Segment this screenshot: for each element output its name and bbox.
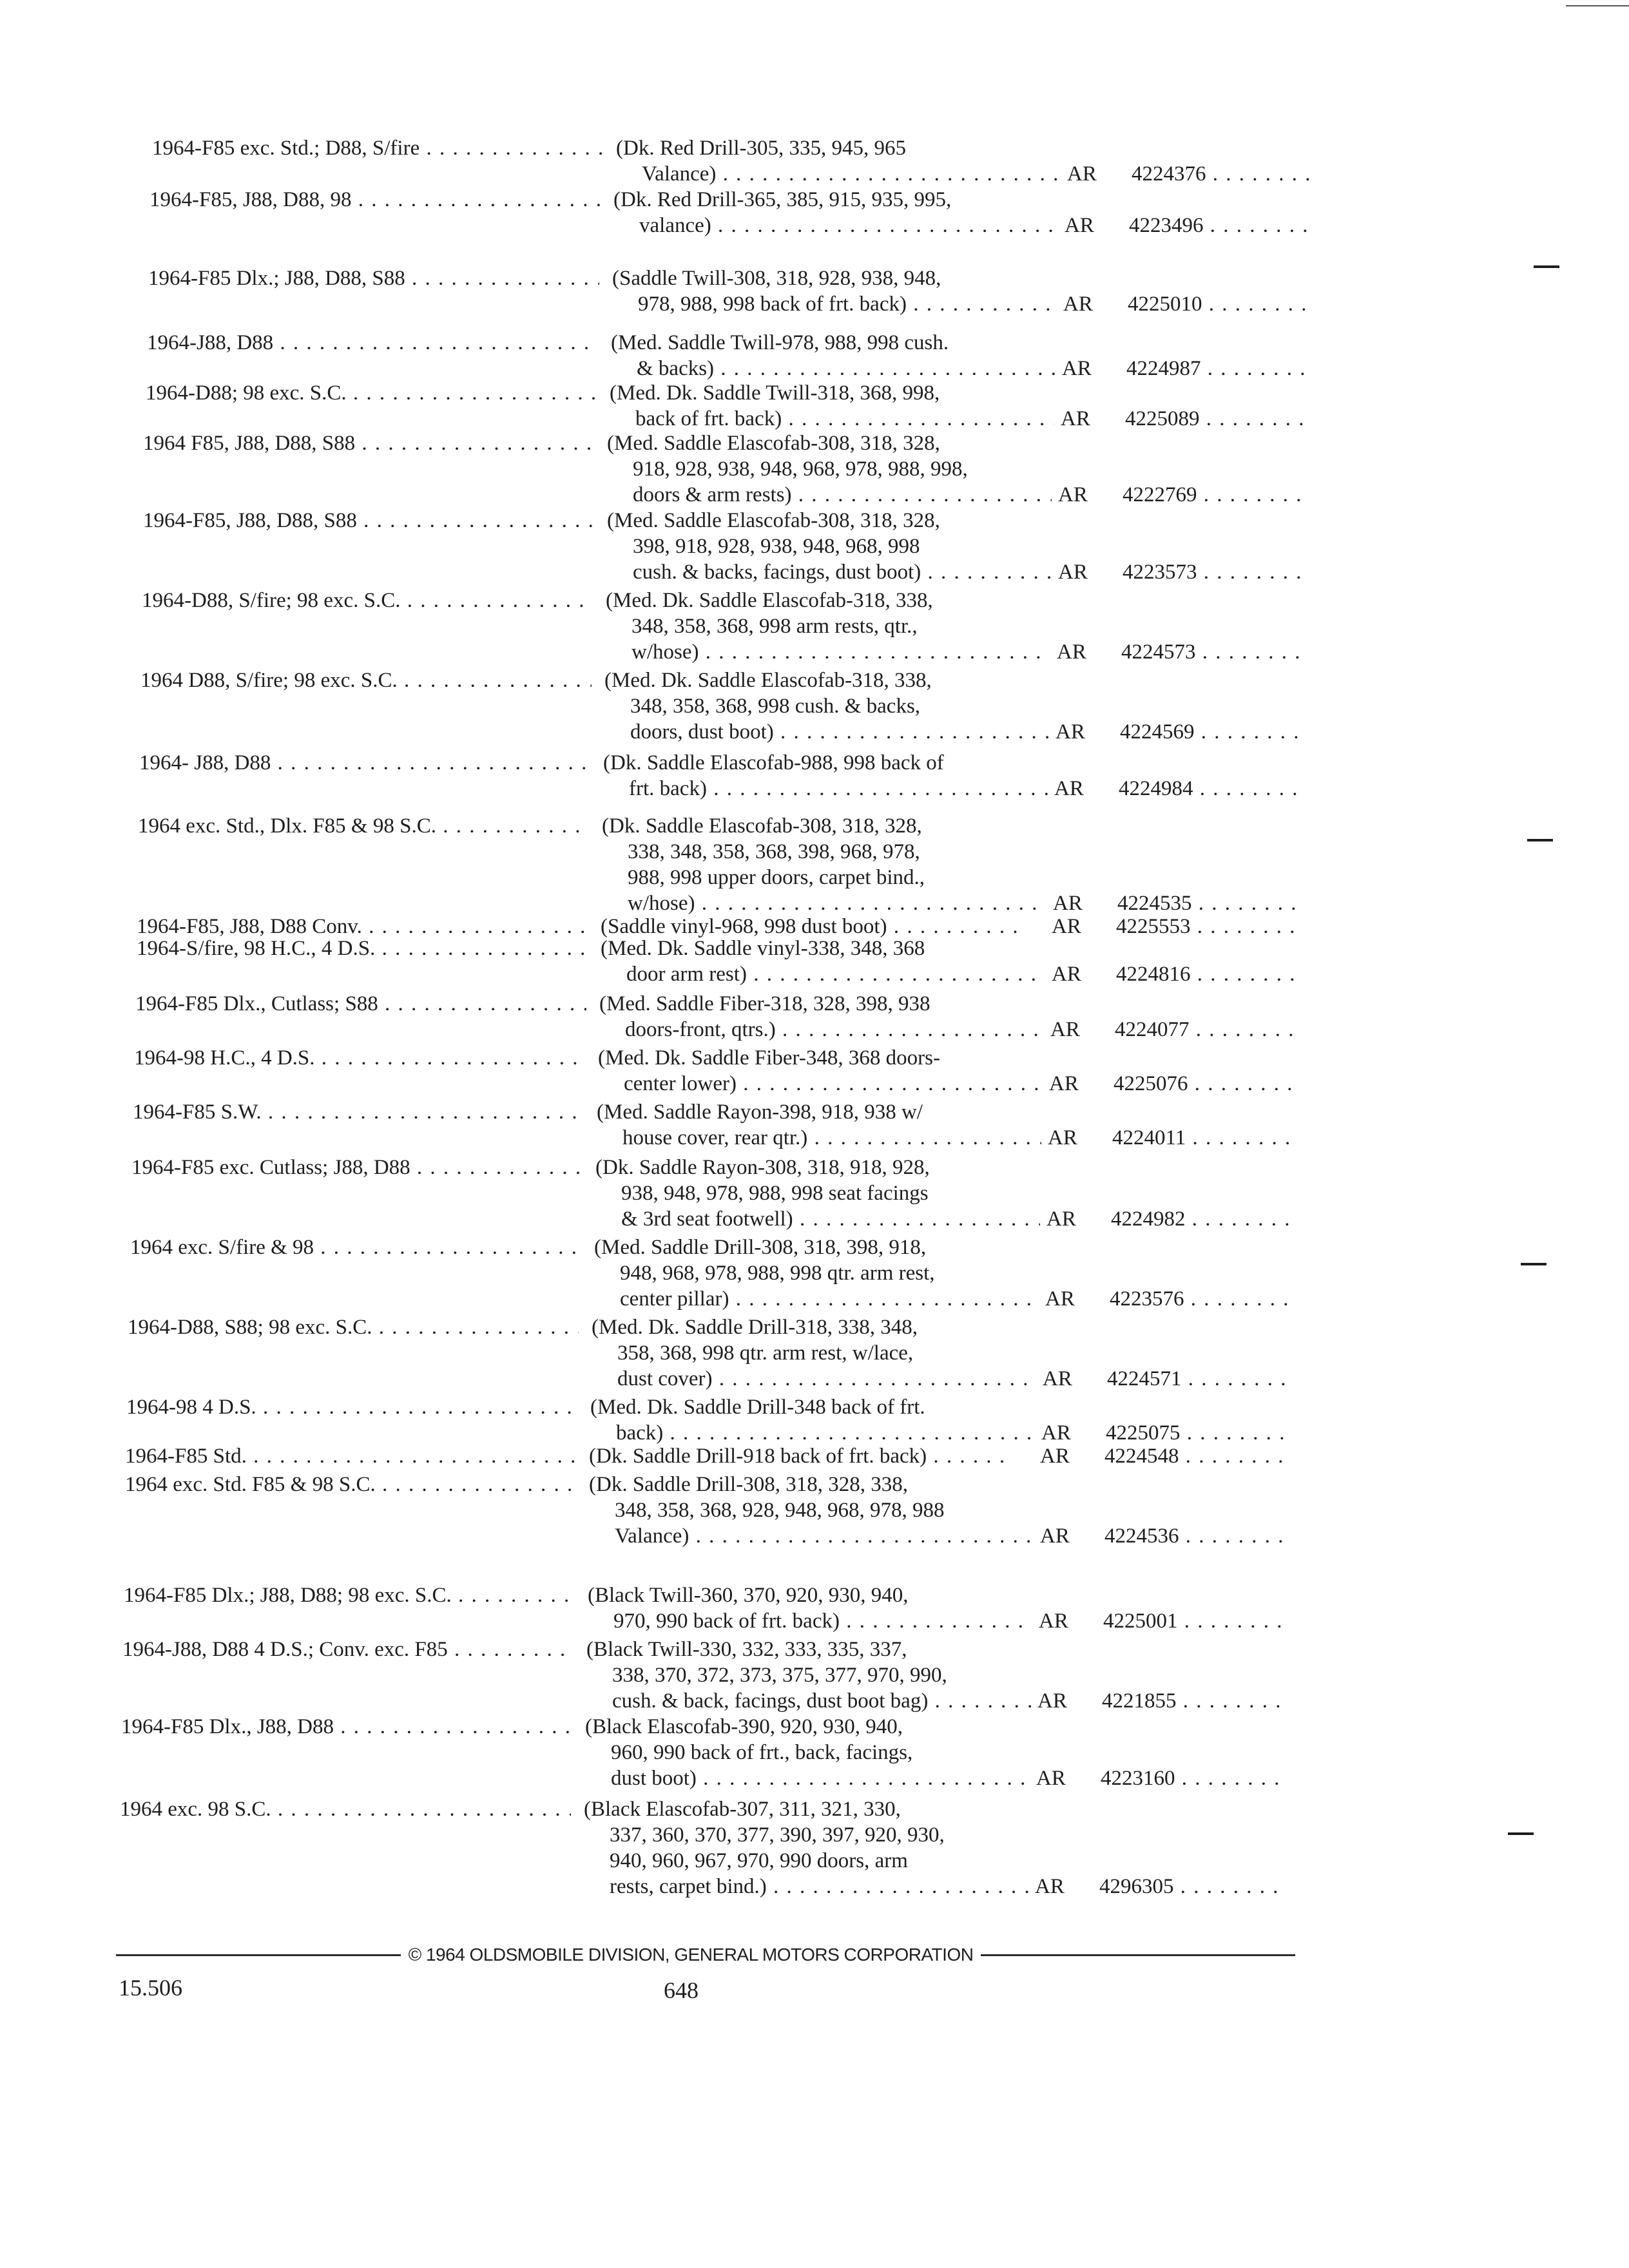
- description: [607, 430, 1052, 508]
- part-number: 4224573 . . .: [1121, 639, 1302, 665]
- applicability-text: 1964-F85 Dlx., Cutlass; S88 . . .: [135, 992, 586, 1015]
- quantity-code: AR: [1041, 1421, 1071, 1445]
- quantity-code: AR: [1036, 1767, 1066, 1790]
- description-line: (Med. Saddle Twill-978, 988, 998 cush.: [611, 331, 949, 354]
- description-line: 348, 358, 368, 998 cush. & backs,: [630, 695, 921, 718]
- description-line: center pillar) . . .: [594, 1286, 1039, 1312]
- description-line: (Med. Dk. Saddle Twill-318, 368, 998,: [610, 381, 940, 405]
- description-line: & 3rd seat footwell) . . .: [595, 1206, 1040, 1232]
- applicability-text: 1964-F85, J88, D88 Conv. . . .: [137, 915, 588, 938]
- applicability: [142, 588, 593, 613]
- applicability: [121, 1714, 572, 1740]
- applicability: [124, 1582, 575, 1608]
- description: [597, 1099, 1041, 1151]
- description-line: (Black Twill-360, 370, 920, 930, 940,: [588, 1584, 909, 1607]
- applicability-text: 1964 D88, S/fire; 98 exc. S.C. . . .: [140, 669, 592, 692]
- description-line: 348, 358, 368, 998 arm rests, qtr.,: [631, 615, 918, 638]
- description: [589, 1443, 1034, 1469]
- quantity-code: AR: [1063, 293, 1093, 316]
- applicability-text: 1964 exc. Std. F85 & 98 S.C. . . .: [125, 1473, 576, 1496]
- applicability-text: 1964-D88; 98 exc. S.C. . . .: [146, 381, 597, 405]
- description-line: Valance) . . .: [589, 1523, 1034, 1549]
- description-line: 940, 960, 967, 970, 990 doors, arm: [610, 1849, 908, 1872]
- applicability: [146, 380, 597, 406]
- description-line: center lower) . . .: [598, 1071, 1043, 1097]
- description: [585, 1714, 1030, 1791]
- quantity-code: AR: [1039, 1610, 1068, 1633]
- quantity-code: AR: [1052, 915, 1081, 938]
- description-line: frt. back) . . .: [603, 776, 1048, 802]
- description-line: 338, 370, 372, 373, 375, 377, 970, 990,: [612, 1664, 947, 1687]
- description-line: doors-front, qtrs.) . . .: [599, 1017, 1044, 1043]
- part-number: 4223573 . . .: [1123, 559, 1303, 585]
- description: [610, 380, 1054, 432]
- applicability: [143, 430, 594, 456]
- quantity-code: AR: [1048, 1126, 1077, 1149]
- applicability: [147, 330, 598, 356]
- part-number: 4224376 . . .: [1132, 161, 1312, 187]
- description-line: cush. & back, facings, dust boot bag) . . .: [586, 1688, 1031, 1714]
- applicability-text: 1964-J88, D88 4 D.S.; Conv. exc. F85 . . .: [122, 1638, 574, 1661]
- quantity-code: AR: [1065, 214, 1094, 237]
- description-line: dust boot) . . .: [585, 1765, 1030, 1791]
- description-line: valance) . . .: [613, 213, 1058, 238]
- applicability-text: 1964-98 H.C., 4 D.S. . . .: [134, 1046, 585, 1070]
- description-line: (Black Elascofab-390, 920, 930, 940,: [585, 1715, 903, 1738]
- part-number: 4224011 . . .: [1112, 1125, 1293, 1151]
- description-line: 918, 928, 938, 948, 968, 978, 988, 998,: [633, 457, 968, 481]
- part-number: 4224571 . . .: [1107, 1366, 1287, 1392]
- part-number: 4225553 . . .: [1116, 914, 1296, 939]
- page-number: 648: [664, 1977, 699, 2003]
- applicability: [128, 1314, 579, 1340]
- section-number: 15.506: [119, 1975, 182, 2001]
- part-number: 4224536 . . .: [1104, 1523, 1285, 1549]
- description-line: doors, dust boot) . . .: [604, 719, 1049, 745]
- description-line: (Med. Saddle Fiber-318, 328, 398, 938: [599, 992, 930, 1015]
- description-line: w/hose) . . .: [606, 639, 1050, 665]
- applicability: [143, 508, 594, 533]
- edge-mark: [1521, 1263, 1547, 1265]
- description-line: cush. & backs, facings, dust boot) . . .: [607, 559, 1052, 585]
- applicability-text: 1964-F85, J88, D88, S88 . . .: [143, 509, 594, 532]
- description-line: 938, 948, 978, 988, 998 seat facings: [621, 1182, 929, 1205]
- part-number: 4224077 . . .: [1115, 1017, 1295, 1043]
- description: [586, 1637, 1031, 1714]
- part-number: 4222769 . . .: [1123, 482, 1303, 508]
- description: [611, 330, 1055, 381]
- quantity-code: AR: [1040, 1445, 1070, 1468]
- description-line: (Saddle Twill-308, 318, 928, 938, 948,: [612, 267, 941, 290]
- description-line: (Dk. Red Drill-305, 335, 945, 965: [616, 137, 907, 160]
- description-line: (Dk. Red Drill-365, 385, 915, 935, 995,: [613, 188, 952, 211]
- description-line: (Black Elascofab-307, 311, 321, 330,: [584, 1798, 901, 1821]
- description-line: (Med. Dk. Saddle Elascofab-318, 338,: [604, 669, 932, 692]
- quantity-code: AR: [1058, 483, 1088, 506]
- part-number: 4223496 . . .: [1129, 213, 1309, 238]
- applicability: [152, 135, 603, 161]
- part-number: 4296305 . . .: [1099, 1874, 1280, 1899]
- description-line: 970, 990 back of frt. back) . . .: [588, 1608, 1032, 1634]
- quantity-code: AR: [1057, 640, 1086, 664]
- description-line: back) . . .: [590, 1420, 1035, 1446]
- quantity-code: AR: [1043, 1367, 1072, 1390]
- applicability: [120, 1796, 571, 1822]
- description: [607, 508, 1052, 585]
- description-line: house cover, rear qtr.) . . .: [597, 1125, 1041, 1151]
- applicability: [134, 1045, 585, 1071]
- description: [616, 135, 1061, 187]
- description-line: back of frt. back) . . .: [610, 406, 1054, 432]
- description-line: 398, 918, 928, 938, 948, 968, 998: [633, 535, 920, 558]
- part-number: 4225076 . . .: [1113, 1071, 1294, 1097]
- description: [606, 588, 1050, 665]
- applicability: [137, 936, 588, 961]
- applicability-text: 1964-S/fire, 98 H.C., 4 D.S. . . .: [137, 937, 588, 960]
- part-number: 4224548 . . .: [1104, 1443, 1285, 1469]
- description-line: w/hose) . . .: [602, 890, 1046, 916]
- footer-rule-right: [967, 1954, 1295, 1956]
- applicability-text: 1964-F85 exc. Cutlass; J88, D88 . . .: [131, 1156, 583, 1179]
- edge-mark: [1527, 839, 1553, 841]
- applicability: [138, 813, 589, 839]
- description-line: (Med. Dk. Saddle Elascofab-318, 338,: [606, 589, 933, 612]
- description-line: (Med. Saddle Drill-308, 318, 398, 918,: [594, 1236, 927, 1259]
- quantity-code: AR: [1046, 1207, 1076, 1231]
- applicability: [140, 668, 592, 693]
- footer-rule-left: [116, 1954, 412, 1956]
- description: [598, 1045, 1043, 1097]
- description-line: (Med. Dk. Saddle vinyl-338, 348, 368: [601, 937, 925, 960]
- description-line: (Dk. Saddle Elascofab-308, 318, 328,: [602, 814, 922, 838]
- description: [603, 750, 1048, 802]
- description: [588, 1582, 1032, 1634]
- description-line: (Dk. Saddle Elascofab-988, 998 back of: [603, 751, 944, 774]
- part-number: 4224984 . . .: [1119, 776, 1299, 802]
- description-line: door arm rest) . . .: [601, 961, 1045, 987]
- part-number: 4223160 . . .: [1101, 1765, 1281, 1791]
- quantity-code: AR: [1055, 720, 1085, 744]
- description-line: Valance) . . .: [616, 161, 1061, 187]
- description-line: (Dk. Saddle Rayon-308, 318, 918, 928,: [595, 1156, 930, 1179]
- description-line: 358, 368, 998 qtr. arm rest, w/lace,: [617, 1341, 914, 1365]
- quantity-code: AR: [1045, 1287, 1075, 1311]
- description: [584, 1796, 1028, 1899]
- applicability-text: 1964-F85 Dlx.; J88, D88; 98 exc. S.C. . . .: [124, 1584, 575, 1607]
- part-number: 4223576 . . .: [1110, 1286, 1290, 1312]
- copyright-line: © 1964 OLDSMOBILE DIVISION, GENERAL MOTORS CORPORATION: [401, 1945, 981, 1965]
- description: [612, 265, 1057, 317]
- description-line: (Med. Dk. Saddle Fiber-348, 368 doors-: [598, 1046, 940, 1070]
- applicability-text: 1964 exc. S/fire & 98 . . .: [130, 1236, 581, 1259]
- description: [599, 991, 1044, 1043]
- applicability: [133, 1099, 584, 1125]
- part-number: 4224569 . . .: [1120, 719, 1300, 745]
- description-line: (Med. Dk. Saddle Drill-348 back of frt.: [590, 1396, 925, 1419]
- description: [589, 1472, 1034, 1549]
- description-line: 948, 968, 978, 988, 998 qtr. arm rest,: [620, 1262, 935, 1285]
- applicability-text: 1964-98 4 D.S. . . .: [126, 1396, 577, 1419]
- description: [601, 936, 1045, 987]
- description-line: 978, 988, 998 back of frt. back) . . .: [612, 291, 1057, 317]
- description: [592, 1314, 1036, 1392]
- quantity-code: AR: [1035, 1875, 1065, 1898]
- quantity-code: AR: [1062, 357, 1092, 380]
- quantity-code: AR: [1040, 1524, 1070, 1548]
- edge-mark: [1508, 1832, 1534, 1835]
- applicability: [131, 1155, 583, 1180]
- description-line: (Black Twill-330, 332, 333, 335, 337,: [586, 1638, 907, 1661]
- quantity-code: AR: [1052, 963, 1081, 986]
- quantity-code: AR: [1067, 162, 1097, 186]
- applicability: [126, 1394, 577, 1420]
- applicability-text: 1964- J88, D88 . . .: [139, 751, 590, 774]
- applicability: [122, 1637, 574, 1662]
- part-number: 4224987 . . .: [1126, 356, 1307, 381]
- description-line: doors & arm rests) . . .: [607, 482, 1052, 508]
- description: [602, 813, 1046, 916]
- description: [613, 187, 1058, 238]
- description-line: 960, 990 back of frt., back, facings,: [611, 1741, 913, 1764]
- description-line: & backs) . . .: [611, 356, 1055, 381]
- description-line: (Med. Saddle Elascofab-308, 318, 328,: [607, 509, 940, 532]
- description: [595, 1155, 1040, 1232]
- applicability: [130, 1235, 581, 1260]
- description-line: 348, 358, 368, 928, 948, 968, 978, 988: [615, 1499, 945, 1522]
- description-line: 988, 998 upper doors, carpet bind.,: [628, 866, 925, 889]
- top-edge-rule: [1566, 5, 1629, 6]
- part-number: 4224535 . . .: [1117, 890, 1298, 916]
- quantity-code: AR: [1061, 407, 1090, 430]
- applicability-text: 1964-F85 Std. . . .: [125, 1445, 576, 1468]
- applicability-text: 1964-D88, S/fire; 98 exc. S.C. . . .: [142, 589, 593, 612]
- applicability-text: 1964-F85 Dlx.; J88, D88, S88 . . .: [148, 267, 599, 290]
- description-line: 337, 360, 370, 377, 390, 397, 920, 930,: [610, 1823, 945, 1847]
- applicability-text: 1964-F85, J88, D88, 98 . . .: [149, 188, 601, 211]
- applicability-text: 1964 exc. Std., Dlx. F85 & 98 S.C. . . .: [138, 814, 589, 838]
- description-line: (Med. Dk. Saddle Drill-318, 338, 348,: [592, 1316, 918, 1339]
- part-number: 4221855 . . .: [1102, 1688, 1282, 1714]
- applicability: [149, 187, 601, 213]
- description-line: (Dk. Saddle Drill-918 back of frt. back) . . .: [589, 1443, 1008, 1469]
- part-number: 4224816 . . .: [1116, 961, 1296, 987]
- applicability: [125, 1443, 576, 1469]
- part-number: 4225089 . . .: [1125, 406, 1306, 432]
- description-line: (Med. Saddle Rayon-398, 918, 938 w/: [597, 1100, 923, 1124]
- applicability: [135, 991, 586, 1017]
- quantity-code: AR: [1049, 1072, 1079, 1095]
- description-line: (Dk. Saddle Drill-308, 318, 328, 338,: [589, 1473, 908, 1496]
- applicability: [125, 1472, 576, 1497]
- description-line: rests, carpet bind.) . . .: [584, 1874, 1028, 1899]
- quantity-code: AR: [1050, 1018, 1080, 1041]
- part-number: 4225001 . . .: [1103, 1608, 1284, 1634]
- quantity-code: AR: [1037, 1689, 1067, 1713]
- description-line: 338, 348, 358, 368, 398, 968, 978,: [628, 840, 920, 863]
- part-number: 4224982 . . .: [1111, 1206, 1291, 1232]
- description-line: (Saddle vinyl-968, 998 dust boot) . . .: [601, 914, 1019, 939]
- description-line: dust cover) . . .: [592, 1366, 1036, 1392]
- part-number: 4225010 . . .: [1128, 291, 1308, 317]
- description: [590, 1394, 1035, 1446]
- applicability-text: 1964-F85 exc. Std.; D88, S/fire . . .: [152, 137, 603, 160]
- applicability-text: 1964-D88, S88; 98 exc. S.C. . . .: [128, 1316, 579, 1339]
- description: [594, 1235, 1039, 1312]
- applicability: [148, 265, 599, 291]
- edge-mark: [1534, 265, 1559, 268]
- quantity-code: AR: [1054, 777, 1084, 800]
- quantity-code: AR: [1053, 892, 1083, 915]
- applicability-text: 1964-F85 Dlx., J88, D88 . . .: [121, 1715, 572, 1738]
- applicability: [139, 750, 590, 776]
- applicability-text: 1964-J88, D88 . . .: [147, 331, 598, 354]
- quantity-code: AR: [1058, 561, 1088, 584]
- description-line: (Med. Saddle Elascofab-308, 318, 328,: [607, 432, 940, 455]
- description: [604, 668, 1049, 745]
- applicability-text: 1964 exc. 98 S.C. . . .: [120, 1798, 571, 1821]
- applicability-text: 1964 F85, J88, D88, S88 . . .: [143, 432, 594, 455]
- part-number: 4225075 . . .: [1106, 1420, 1286, 1446]
- applicability-text: 1964-F85 S.W. . . .: [133, 1100, 584, 1124]
